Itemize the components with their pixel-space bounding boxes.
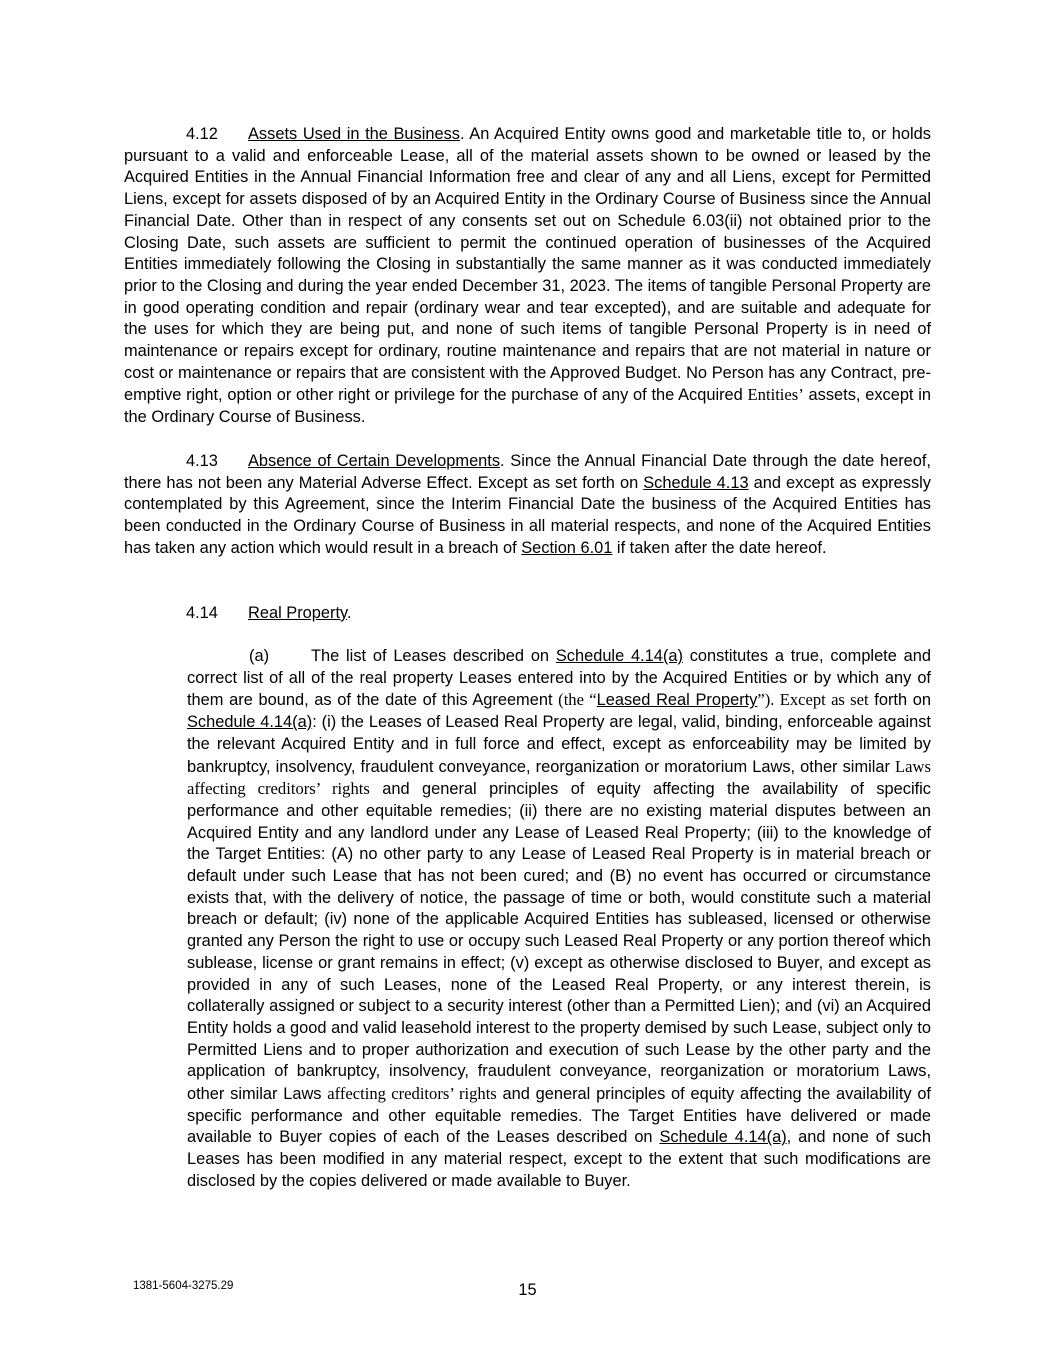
section-reference: Section 6.01 bbox=[521, 538, 613, 557]
document-id: 1381-5604-3275.29 bbox=[133, 1280, 234, 1292]
section-number: 4.12 bbox=[186, 125, 218, 143]
subsection-text: The list of Leases described on bbox=[311, 647, 556, 665]
section-heading: Assets Used in the Business bbox=[248, 125, 460, 143]
section-4-14 bbox=[124, 603, 931, 625]
subsection-text-serif: Laws affecting creditors’ rights bbox=[187, 756, 931, 799]
section-4-14-a bbox=[187, 646, 931, 1193]
heading-suffix: . bbox=[347, 604, 352, 622]
subsection-text-serif: (the “ bbox=[558, 690, 597, 710]
subsection-label: (a) bbox=[249, 647, 270, 665]
page-number: 15 bbox=[518, 1281, 537, 1299]
section-heading: Absence of Certain Developments bbox=[248, 452, 501, 470]
section-text: . Since the Annual Financial Date through the date hereof, there has not been any Material Adverse Effect. Except as set forth on bbox=[124, 452, 931, 492]
schedule-reference: Schedule 4.14(a) bbox=[187, 713, 313, 732]
defined-term: Leased Real Property bbox=[596, 691, 758, 710]
schedule-reference: Schedule 4.14(a) bbox=[659, 1128, 787, 1147]
subsection-text: : (i) the Leases of Leased Real Property are legal, valid, binding, enforceable against the relevant Acquired Entity and in full force and effect, except as enforceability may be limited by bankruptcy, insolvency, fraudulent conveyance, reorganization or moratorium Laws, other similar bbox=[187, 713, 931, 776]
section-text-serif: Entities’ bbox=[747, 385, 804, 405]
subsection-text: forth on bbox=[868, 691, 931, 710]
section-text: . An Acquired Entity owns good and marketable title to, or holds pursuant to a valid and enforceable Lease, all of the material assets shown to be owned or leased by the Acquired Entities in the Annual Financial Information free and clear of any and all Liens, except for Permitted Liens, except for assets disposed of by an Acquired Entity in the Ordinary Course of Business since the Annual Financial Date. Other than in respect of any consents set out on Schedule 6.03(ii) not obtained prior to the Closing Date, such assets are sufficient to permit the continued operation of businesses of the Acquired Entities immediately following the Closing in substantially the same manner as it was conducted immediately prior to the Closing and during the year ended December 31, 2023. The items of tangible Personal Property are in good operating condition and repair (ordinary wear and tear excepted), and are suitable and adequate for the uses for which they are being put, and none of such items of tangible Personal Property is in need of maintenance or repairs except for ordinary, routine maintenance and repairs that are not material in nature or cost or maintenance or repairs that are consistent with the Approved Budget. No Person has any Contract, pre-emptive right, option or other right or privilege for the purchase of any of the Acquired bbox=[124, 125, 931, 405]
section-text: and except as expressly contemplated by this Agreement, since the Interim Financial Date the business of the Acquired Entities has been conducted in the Ordinary Course of Business in all material respects, and none of the Acquired Entities has taken any action which would result in a breach of bbox=[124, 473, 931, 557]
schedule-reference: Schedule 4.13 bbox=[643, 473, 749, 492]
subsection-text-serif: affecting creditors’ rights bbox=[327, 1084, 497, 1104]
section-number: 4.13 bbox=[186, 452, 218, 470]
section-text: assets, except in the Ordinary Course of Business. bbox=[124, 386, 931, 427]
schedule-reference: Schedule 4.14(a) bbox=[555, 647, 683, 665]
subsection-text: and general principles of equity affecting the availability of specific performance and other equitable remedies; (ii) there are no existing material disputes between an Acquired Entity and any landlord under any Lease of Leased Real Property; (iii) to the knowledge of the Target Entities: (A) no other party to any Lease of Leased Real Property is in material breach or default under such Lease that has not been cured; and (B) no event has occurred or circumstance exists that, with the delivery of notice, the passage of time or both, would constitute such a material breach or default; (iv) none of the applicable Acquired Entities has subleased, licensed or otherwise granted any Person the right to use or occupy such Leased Real Property or any portion thereof which sublease, license or grant remains in effect; (v) except as otherwise disclosed to Buyer, and except as provided in any of such Leases, none of the Leased Real Property, or any interest therein, is collaterally assigned or subject to a security interest (other than a Permitted Lien); and (vi) an Acquired Entity holds a good and valid leasehold interest to the property demised by such Lease, subject only to Permitted Liens and to proper authorization and execution of such Lease by the other party and the application of bankruptcy, insolvency, fraudulent conveyance, reorganization or moratorium Laws, other similar Laws bbox=[187, 780, 931, 1104]
subsection-text: constitutes a true, complete and correct list of all of the real property Leases entered into by the Acquired Entities or by which any of them are bound, as of the date of this Agreement bbox=[187, 647, 931, 710]
section-heading: Real Property bbox=[248, 604, 347, 622]
section-4-12 bbox=[124, 124, 931, 429]
section-4-13 bbox=[124, 451, 931, 560]
subsection-text: , and none of such Leases has been modified in any material respect, except to the extent that such modifications are disclosed by the copies delivered or made available to Buyer. bbox=[187, 1128, 931, 1190]
subsection-text: and general principles of equity affecting the availability of specific performance and other equitable remedies. The Target Entities have delivered or made available to Buyer copies of each of the Leases described on bbox=[187, 1085, 931, 1147]
section-text: if taken after the date hereof. bbox=[612, 538, 827, 557]
subsection-text-serif: ”). Except as set bbox=[757, 690, 869, 710]
section-number: 4.14 bbox=[186, 604, 218, 622]
